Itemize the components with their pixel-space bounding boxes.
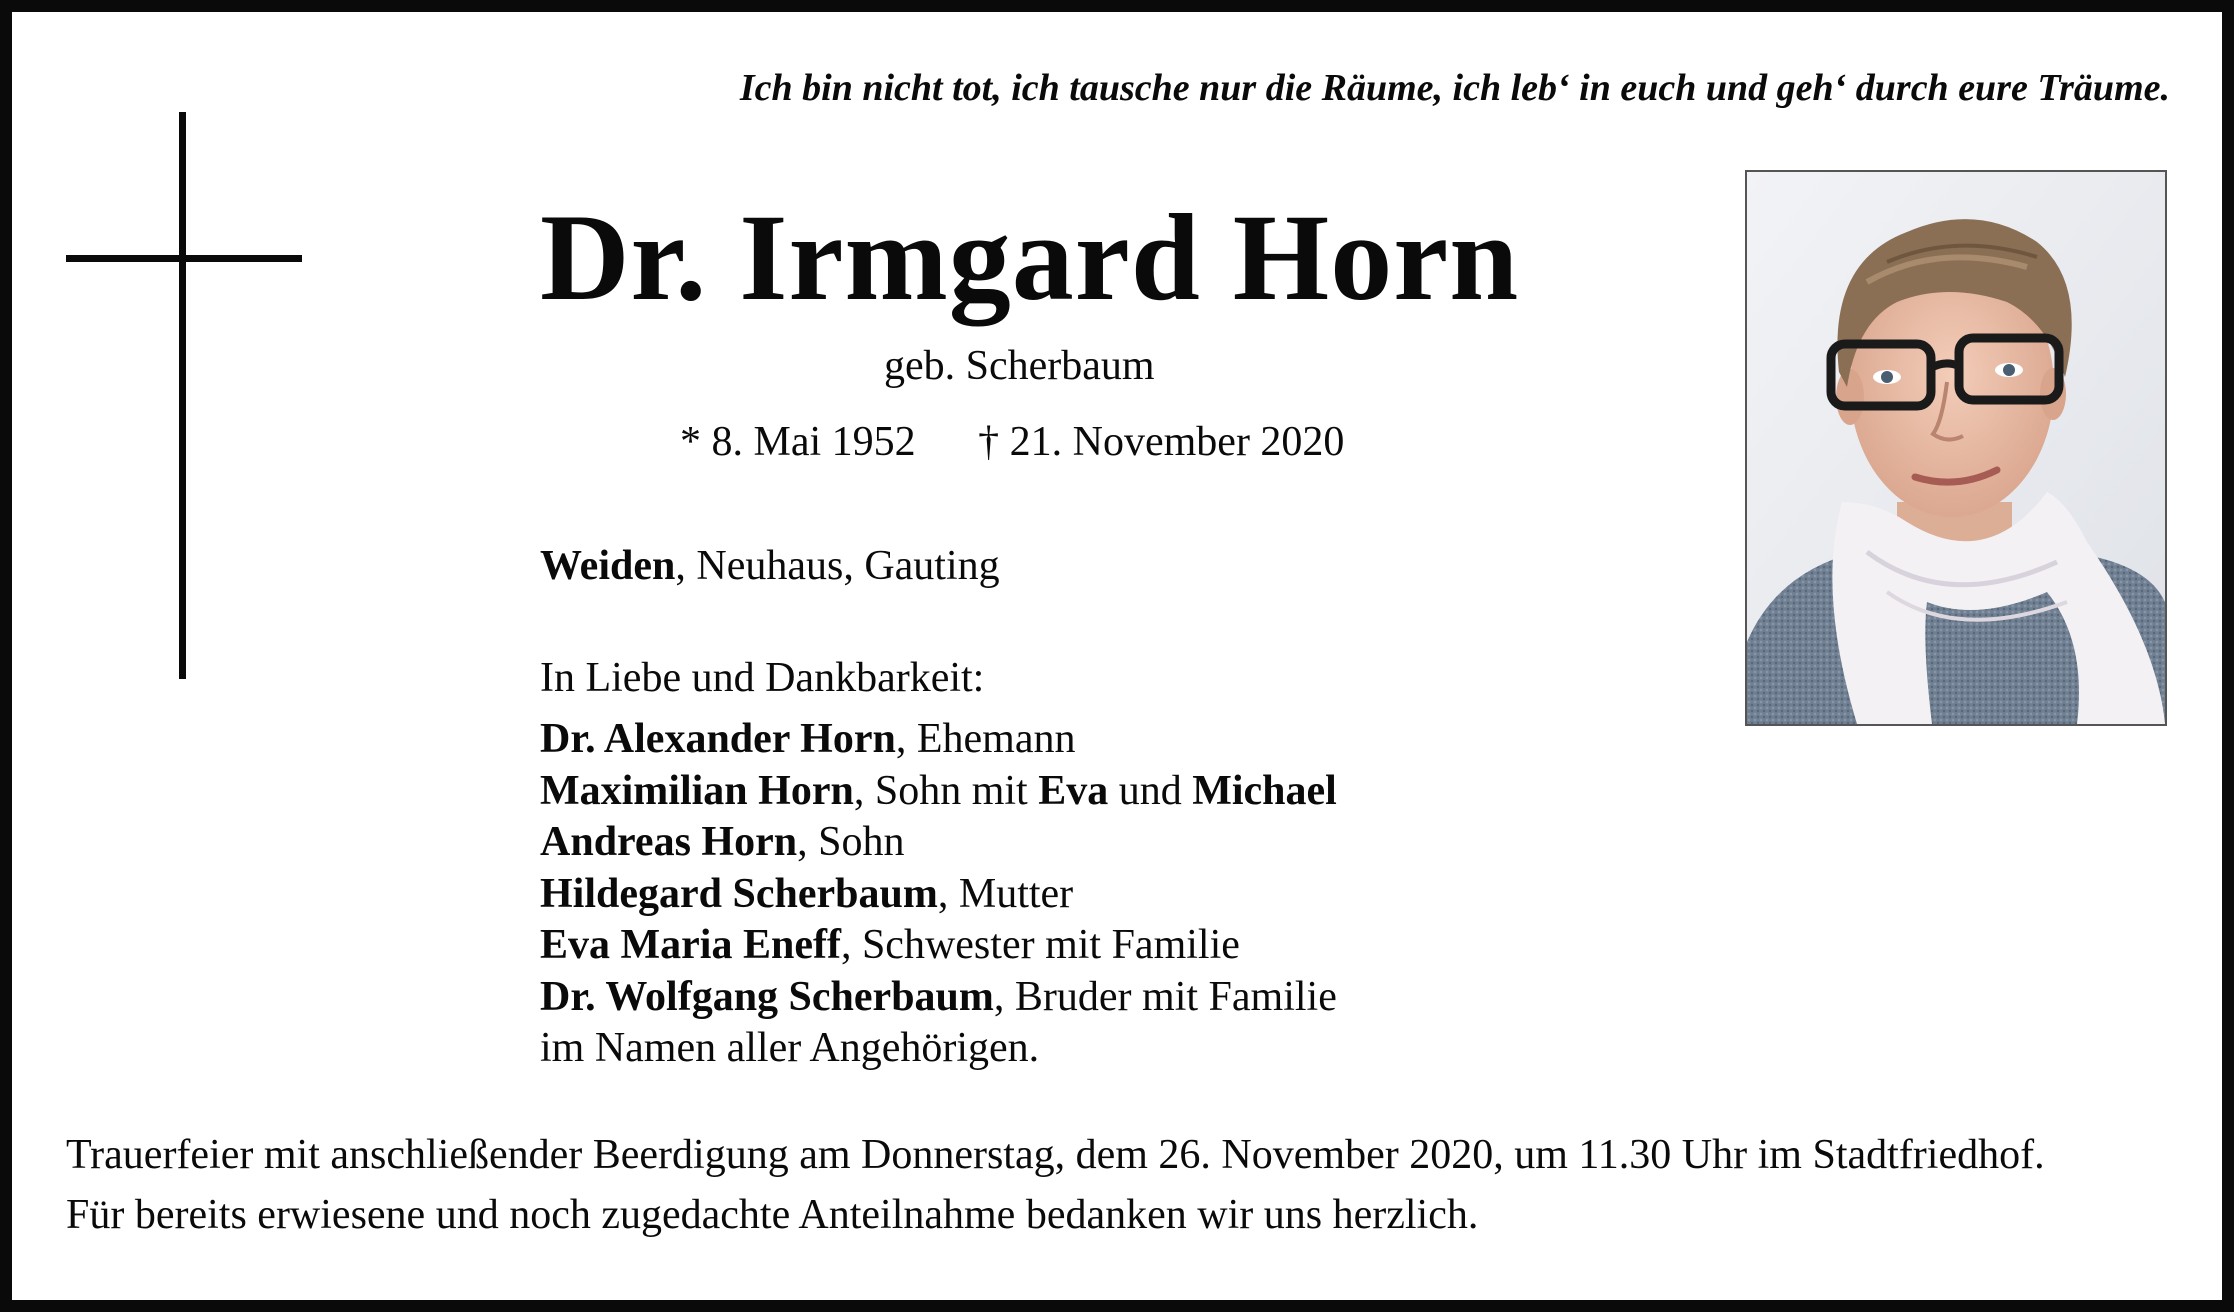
birth-date: * 8. Mai 1952 xyxy=(680,419,916,465)
place-primary: Weiden xyxy=(540,543,676,589)
mourner-name: Dr. Wolfgang Scherbaum xyxy=(540,973,994,1020)
mourner-name: Maximilian Horn xyxy=(540,767,854,814)
mourner-row xyxy=(540,714,1337,766)
motto-quote: Ich bin nicht tot, ich tausche nur die Räume, ich leb‘ in euch und geh‘ durch eure Träume. xyxy=(739,67,2170,109)
maiden-name: geb. Scherbaum xyxy=(884,343,1155,389)
mourner-relation: und xyxy=(1108,767,1193,814)
mourners-intro: In Liebe und Dankbarkeit: xyxy=(540,655,985,701)
mourners-list xyxy=(540,714,1337,1075)
mourner-name: Dr. Alexander Horn xyxy=(540,716,896,762)
funeral-announcement: Trauerfeier mit anschließender Beerdigung am Donnerstag, dem 26. November 2020, um 11.30 Uhr im Stadtfriedhof. xyxy=(66,1132,2045,1178)
mourner-name: Eva xyxy=(1038,767,1109,814)
mourner-relation: , Sohn xyxy=(797,819,905,865)
life-dates xyxy=(680,418,1344,466)
cross-icon-horizontal-beam xyxy=(66,255,302,262)
portrait-photo xyxy=(1745,170,2167,726)
mourner-name: Michael xyxy=(1192,767,1337,814)
cross-icon-vertical-beam xyxy=(179,112,186,679)
mourner-relation: , Mutter xyxy=(937,870,1074,917)
mourner-name: Andreas Horn xyxy=(540,819,798,865)
mourner-row xyxy=(540,766,1337,818)
deceased-name: Dr. Irmgard Horn xyxy=(540,189,1520,326)
portrait-illustration xyxy=(1747,172,2165,724)
mourners-closing: im Namen aller Angehörigen. xyxy=(540,1025,1040,1071)
mourner-relation: , Sohn mit xyxy=(853,767,1039,814)
places-other: , Neuhaus, Gauting xyxy=(675,543,1000,589)
mourner-relation: , Ehemann xyxy=(895,716,1076,762)
places-line xyxy=(540,542,1000,590)
death-date: † 21. November 2020 xyxy=(978,419,1345,465)
mourner-name: Hildegard Scherbaum xyxy=(540,870,938,917)
mourner-row xyxy=(540,972,1337,1024)
thanks-note: Für bereits erwiesene und noch zugedachte Anteilnahme bedanken wir uns herzlich. xyxy=(66,1192,1479,1238)
mourner-row xyxy=(540,920,1337,972)
mourner-row xyxy=(540,869,1337,921)
mourner-name: Eva Maria Eneff xyxy=(540,922,841,968)
mourner-row xyxy=(540,817,1337,869)
mourner-relation: , Schwester mit Familie xyxy=(840,922,1240,968)
mourner-relation: , Bruder mit Familie xyxy=(993,973,1337,1020)
